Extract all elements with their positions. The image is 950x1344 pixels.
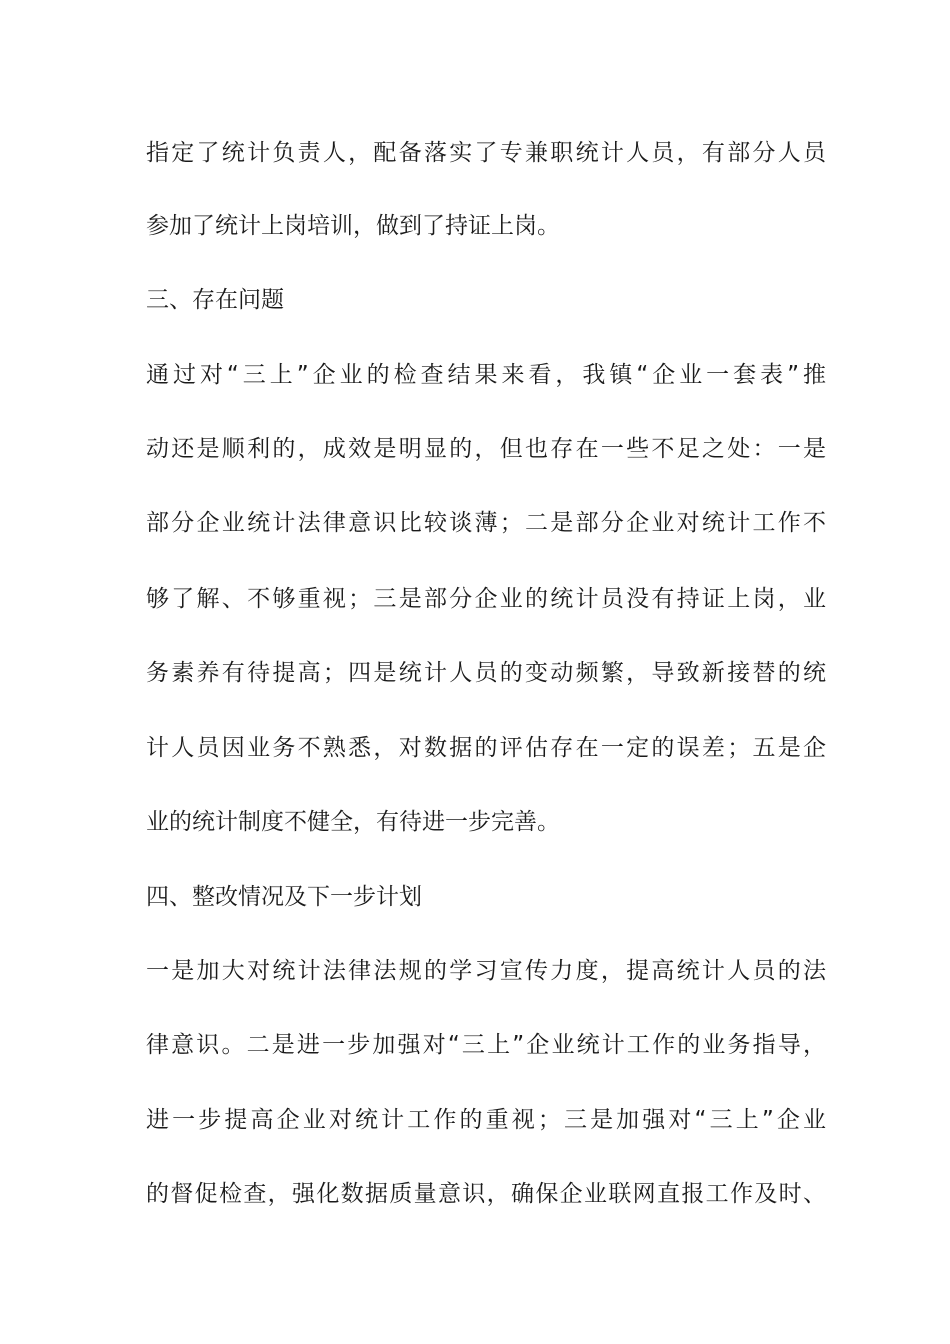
text-line-13: 律意识。二是进一步加强对“三上”企业统计工作的业务指导，: [146, 1032, 826, 1058]
text-line-1: 指定了统计负责人，配备落实了专兼职统计人员，有部分人员: [146, 140, 826, 166]
text-line-15: 的督促检查，强化数据质量意识，确保企业联网直报工作及时、: [146, 1181, 826, 1207]
text-line-14: 进一步提高企业对统计工作的重视；三是加强对“三上”企业: [146, 1107, 826, 1133]
text-line-6: 部分企业统计法律意识比较谈薄；二是部分企业对统计工作不: [146, 510, 826, 536]
text-line-12: 一是加大对统计法律法规的学习宣传力度，提高统计人员的法: [146, 958, 826, 984]
text-line-9: 计人员因业务不熟悉，对数据的评估存在一定的误差；五是企: [146, 735, 826, 761]
text-line-4: 通过对“三上”企业的检查结果来看，我镇“企业一套表”推: [146, 362, 826, 388]
section-heading-problems: 三、存在问题: [146, 287, 284, 313]
text-line-7: 够了解、不够重视；三是部分企业的统计员没有持证上岗，业: [146, 586, 826, 612]
section-heading-rectification: 四、整改情况及下一步计划: [146, 884, 422, 910]
text-line-8: 务素养有待提高；四是统计人员的变动频繁，导致新接替的统: [146, 660, 826, 686]
text-line-2: 参加了统计上岗培训，做到了持证上岗。: [146, 213, 560, 239]
text-line-5: 动还是顺利的，成效是明显的，但也存在一些不足之处：一是: [146, 436, 826, 462]
text-line-10: 业的统计制度不健全，有待进一步完善。: [146, 809, 560, 835]
